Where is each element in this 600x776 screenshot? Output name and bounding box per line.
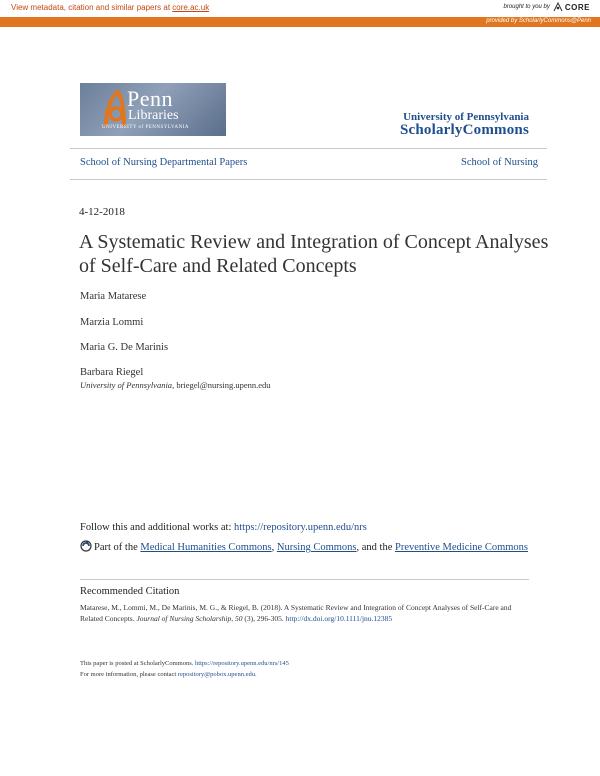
logo-libraries-text: Libraries xyxy=(128,108,179,123)
provided-by-bar xyxy=(0,17,600,27)
author-affiliation xyxy=(80,380,271,390)
recommended-citation-text xyxy=(80,602,530,624)
header-divider-bottom xyxy=(70,179,547,180)
affiliation-email: , briegel@nursing.upenn.edu xyxy=(172,380,271,390)
core-view-metadata[interactable] xyxy=(11,3,209,12)
follow-text: Follow this and additional works at: xyxy=(80,522,234,533)
citation-doi-link[interactable]: http://dx.doi.org/10.1111/jnu.12385 xyxy=(285,614,393,623)
open-access-icon xyxy=(80,540,92,552)
citation-body: Matarese, M., Lommi, M., De Marinis, M. G., & Riegel, B. (2018). A Systematic Review and Integration of Concept Analyses of Self-Care and Related Concepts. xyxy=(80,603,512,623)
citation-issue: (3), 296-305. xyxy=(242,614,286,623)
contact-end: . xyxy=(254,671,257,678)
core-logo-text: CORE xyxy=(564,2,590,12)
affiliation-institution: University of Pennsylvania xyxy=(80,380,173,390)
penn-libraries-logo[interactable] xyxy=(80,83,226,136)
logo-penn-text: Penn xyxy=(127,86,173,111)
contact-line xyxy=(80,671,257,678)
header-divider-top xyxy=(70,148,547,149)
author-4: Barbara Riegel xyxy=(80,367,144,378)
publication-date: 4-12-2018 xyxy=(79,206,125,218)
part-of-prefix: Part of the xyxy=(94,542,141,553)
university-name[interactable]: University of Pennsylvania xyxy=(403,111,529,123)
part-of-sep-2: , and the xyxy=(356,542,396,553)
nursing-commons-link[interactable]: Nursing Commons xyxy=(276,542,357,553)
penn-logo-a-icon xyxy=(102,88,130,128)
core-logo-icon xyxy=(553,2,563,12)
paper-title: A Systematic Review and Integration of Concept Analyses of Self-Care and Related Concepts xyxy=(79,231,549,277)
core-banner xyxy=(0,0,600,17)
preventive-medicine-commons-link[interactable]: Preventive Medicine Commons xyxy=(395,542,528,553)
part-of-sep-1: , xyxy=(271,542,277,553)
breadcrumb-series-link[interactable]: School of Nursing Departmental Papers xyxy=(80,157,248,168)
contact-email-link[interactable]: repository@pobox.upenn.edu xyxy=(177,671,255,678)
author-2: Marzia Lommi xyxy=(80,317,144,328)
core-view-text: View metadata, citation and similar papers at xyxy=(11,3,173,12)
core-logo[interactable] xyxy=(553,2,590,12)
posted-line xyxy=(80,660,289,667)
core-link[interactable]: core.ac.uk xyxy=(172,3,210,12)
posted-text: This paper is posted at ScholarlyCommons. xyxy=(80,660,196,667)
scholarly-commons-title[interactable]: ScholarlyCommons xyxy=(399,122,529,138)
brought-by-text: brought to you by xyxy=(503,4,550,10)
follow-line xyxy=(80,522,367,533)
citation-journal: Journal of Nursing Scholarship, 50 xyxy=(136,614,243,623)
part-of-line xyxy=(80,540,530,555)
logo-university-text: UNIVERSITY of PENNSYLVANIA xyxy=(102,125,189,130)
author-3: Maria G. De Marinis xyxy=(80,342,169,353)
recommended-citation-heading: Recommended Citation xyxy=(80,586,180,597)
breadcrumb-school-link[interactable]: School of Nursing xyxy=(461,157,538,168)
core-brought-by[interactable] xyxy=(504,2,591,12)
medical-humanities-commons-link[interactable]: Medical Humanities Commons xyxy=(140,542,272,553)
posted-link[interactable]: https://repository.upenn.edu/nrs/145 xyxy=(195,660,289,667)
contact-text: For more information, please contact xyxy=(80,671,178,678)
provided-by-text[interactable]: provided by ScholarlyCommons@Penn xyxy=(486,18,591,24)
follow-repository-link[interactable]: https://repository.upenn.edu/nrs xyxy=(234,522,367,533)
author-1: Maria Matarese xyxy=(80,291,147,302)
citation-divider xyxy=(80,579,529,580)
